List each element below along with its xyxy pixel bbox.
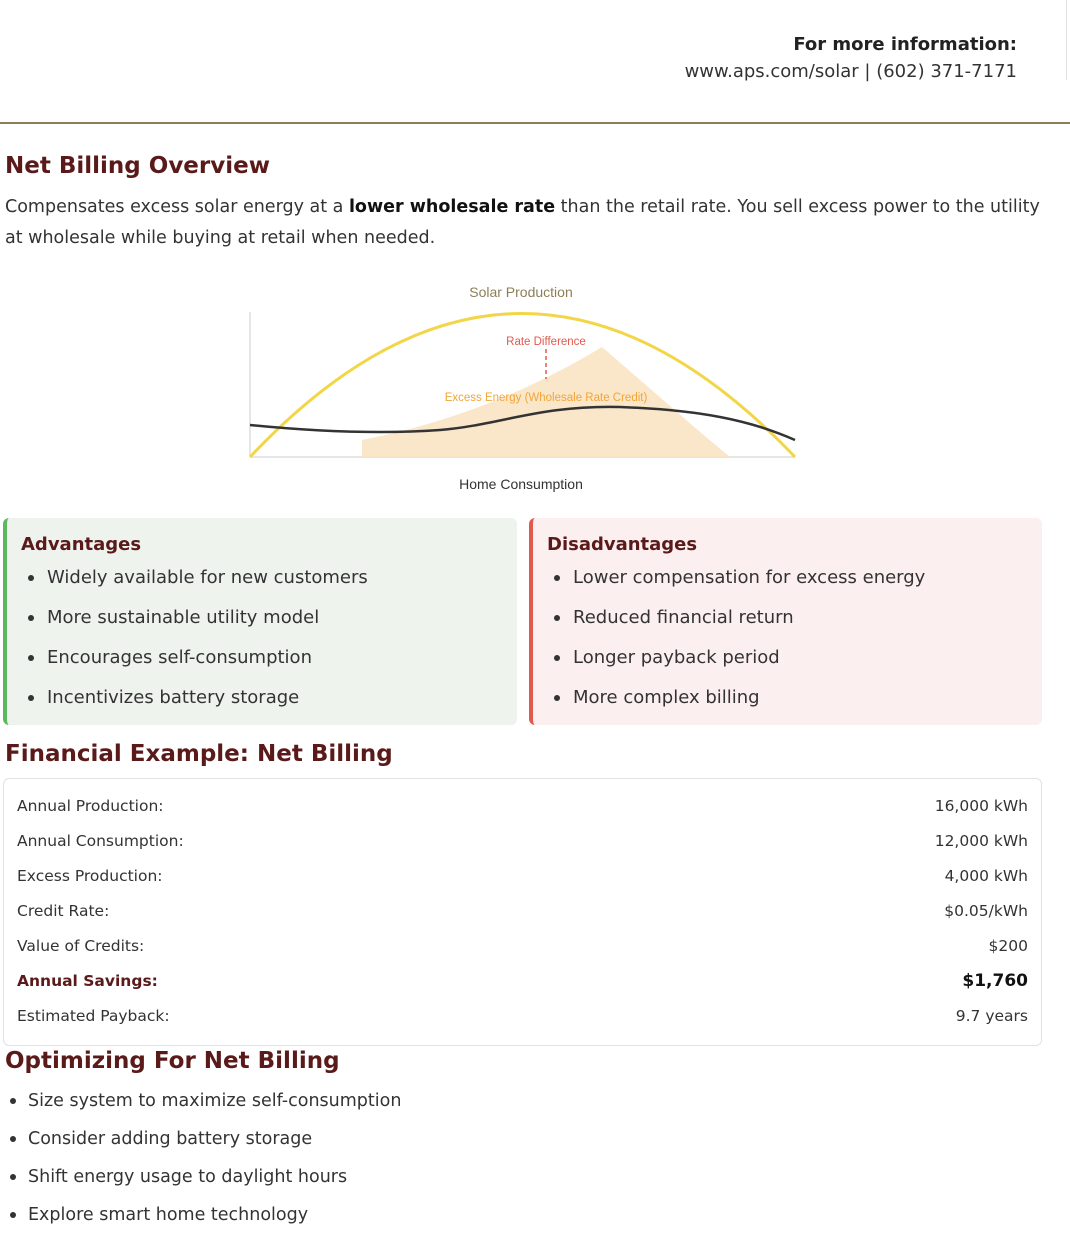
row-label: Annual Consumption:	[17, 832, 184, 850]
table-row	[17, 894, 1028, 929]
header-edge-divider	[1066, 0, 1067, 80]
row-value: $0.05/kWh	[944, 902, 1028, 920]
list-item: Size system to maximize self-consumption	[5, 1082, 401, 1120]
disadvantages-title: Disadvantages	[547, 534, 698, 555]
row-value: $200	[988, 937, 1028, 955]
contact-info	[685, 33, 1017, 87]
advantages-card	[3, 518, 517, 725]
row-label: Value of Credits:	[17, 937, 145, 955]
row-label: Credit Rate:	[17, 902, 110, 920]
overview-title: Net Billing Overview	[5, 153, 270, 179]
optimizing-title: Optimizing For Net Billing	[5, 1048, 340, 1074]
net-billing-diagram	[240, 280, 810, 495]
intro-emphasis: lower wholesale rate	[348, 197, 556, 217]
financial-example-table	[3, 778, 1042, 1046]
excess-energy-label: Excess Energy (Wholesale Rate Credit)	[444, 392, 648, 404]
intro-text-start: Compensates excess solar energy at a	[5, 197, 349, 217]
header-divider	[0, 122, 1070, 124]
list-item: More complex billing	[547, 678, 1028, 718]
table-row	[17, 789, 1028, 824]
home-consumption-label: Home Consumption	[459, 476, 583, 492]
list-item: Lower compensation for excess energy	[547, 558, 1028, 598]
table-row	[17, 999, 1028, 1034]
list-item: Reduced financial return	[547, 598, 1028, 638]
overview-intro	[5, 192, 1055, 254]
row-label: Annual Production:	[17, 797, 164, 815]
contact-line: www.aps.com/solar | (602) 371-7171	[684, 61, 1017, 82]
row-label: Excess Production:	[17, 867, 163, 885]
row-value: $1,760	[962, 971, 1028, 991]
table-row	[17, 859, 1028, 894]
disadvantages-list	[547, 558, 1028, 718]
financial-example-title: Financial Example: Net Billing	[5, 741, 393, 767]
contact-label: For more information:	[793, 34, 1017, 55]
disadvantages-card	[529, 518, 1042, 725]
list-item: Incentivizes battery storage	[21, 678, 503, 718]
table-row	[17, 929, 1028, 964]
list-item: Longer payback period	[547, 638, 1028, 678]
row-label: Annual Savings:	[17, 972, 158, 990]
list-item: Consider adding battery storage	[5, 1120, 401, 1158]
row-value: 9.7 years	[955, 1007, 1028, 1025]
row-label: Estimated Payback:	[17, 1007, 170, 1025]
intro-text-end: than the retail rate. You sell excess power to the utility at wholesale while buying at retail when needed.	[5, 197, 1040, 248]
list-item: Widely available for new customers	[21, 558, 503, 598]
table-row	[17, 824, 1028, 859]
advantages-title: Advantages	[21, 534, 142, 555]
row-value: 16,000 kWh	[934, 797, 1028, 815]
optimizing-list	[5, 1082, 401, 1234]
solar-production-label: Solar Production	[469, 284, 573, 300]
rate-difference-label: Rate Difference	[506, 336, 586, 348]
annual-savings-row	[17, 964, 1028, 999]
list-item: More sustainable utility model	[21, 598, 503, 638]
list-item: Shift energy usage to daylight hours	[5, 1158, 401, 1196]
list-item: Encourages self-consumption	[21, 638, 503, 678]
row-value: 12,000 kWh	[934, 832, 1028, 850]
row-value: 4,000 kWh	[944, 867, 1028, 885]
advantages-list	[21, 558, 503, 718]
list-item: Explore smart home technology	[5, 1196, 401, 1234]
